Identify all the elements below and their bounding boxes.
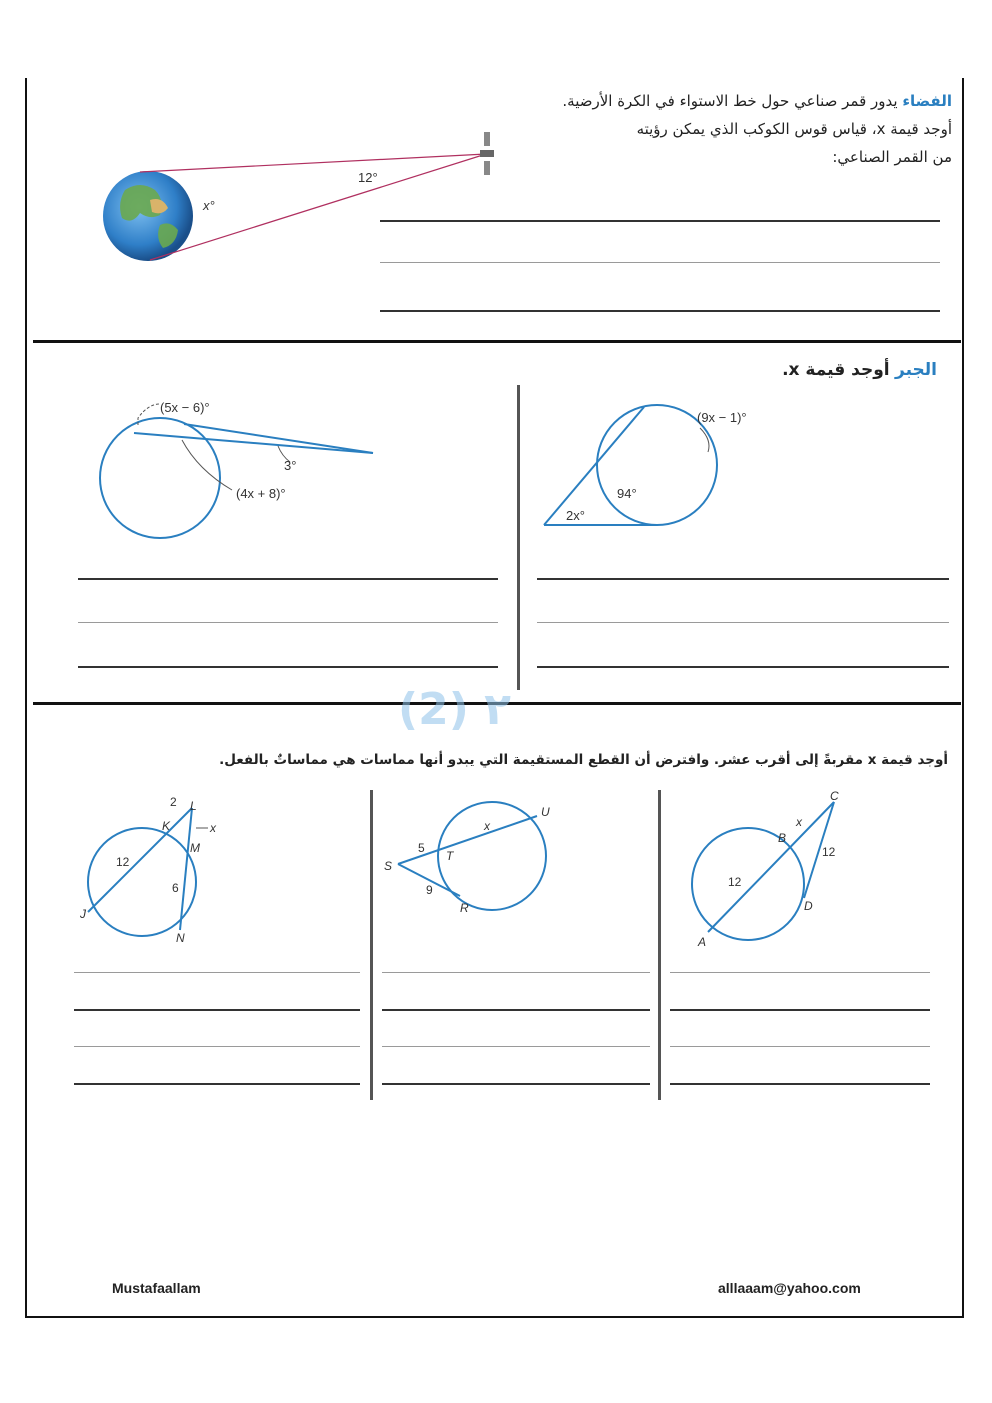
section3-separator-2 [658,790,661,1100]
label-T: T [446,849,454,863]
label-A: A [698,935,707,949]
section1-line1-text: يدور قمر صناعي حول خط الاستواء في الكرة الأرضية. [562,92,898,110]
label-12-right-b: 12 [728,875,742,889]
answer-line-3b-3 [382,1046,650,1047]
label-M: M [190,841,200,855]
label-x-right: x [796,815,802,829]
label-5: 5 [418,841,425,855]
label-94: 94° [617,486,637,501]
answer-line-3c-4 [670,1083,930,1085]
answer-line-3c-1 [670,972,930,973]
label-2x: 2x° [566,508,585,523]
label-5x-6: (5x − 6)° [160,400,210,415]
answer-line-3c-2 [670,1009,930,1011]
section2-label: الجبر [895,360,937,380]
secant-ca [708,802,834,932]
section3-instruction: أوجد قيمة x مقربةً إلى أقرب عشر. وافترض أن القطع المستقيمة التي يبدو أنها مماسات هي مماساتٌ بالفعل. [219,752,948,768]
answer-line-3a-4 [74,1083,360,1085]
label-12-right-a: 12 [822,845,836,859]
frame-bottom-border [25,1316,964,1318]
label-K: K [162,819,171,833]
answer-line-3a-1 [74,972,360,973]
label-3deg: 3° [284,458,297,473]
watermark: (2) ٢ [398,684,512,735]
footer-author: Mustafaallam [112,1280,201,1296]
label-6: 6 [172,881,179,895]
answer-line-3b-2 [382,1009,650,1011]
label-B: B [778,831,787,845]
section1-line2: أوجد قيمة x، قياس قوس الكوكب الذي يمكن رؤيته [636,120,952,138]
label-U: U [541,805,550,819]
arc-label-x: x° [203,198,215,213]
footer-email: alllaaam@yahoo.com [718,1280,861,1296]
label-4x-8: (4x + 8)° [236,486,286,501]
label-L: L [190,799,197,813]
circle-abd [692,828,804,940]
answer-line-3c-3 [670,1046,930,1047]
section1-line3: من القمر الصناعي: [832,148,952,166]
answer-line-3a-2 [74,1009,360,1011]
label-12-left: 12 [116,855,130,869]
label-x-left: x [210,821,216,835]
label-2: 2 [170,795,177,809]
label-9: 9 [426,883,433,897]
label-C: C [830,789,839,803]
answer-line-3b-1 [382,972,650,973]
label-J: J [80,907,86,921]
label-N: N [176,931,185,945]
angle-label-12: 12° [358,170,378,185]
answer-line-3b-4 [382,1083,650,1085]
label-R: R [460,901,469,915]
label-S: S [384,859,393,873]
section3-separator-1 [370,790,373,1100]
answer-line-3a-3 [74,1046,360,1047]
label-D: D [804,899,813,913]
label-9x-1: (9x − 1)° [697,410,747,425]
section1-label: الفضاء [902,92,952,110]
label-x-mid: x [484,819,490,833]
section2-instruction: أوجد قيمة x. [782,360,890,380]
